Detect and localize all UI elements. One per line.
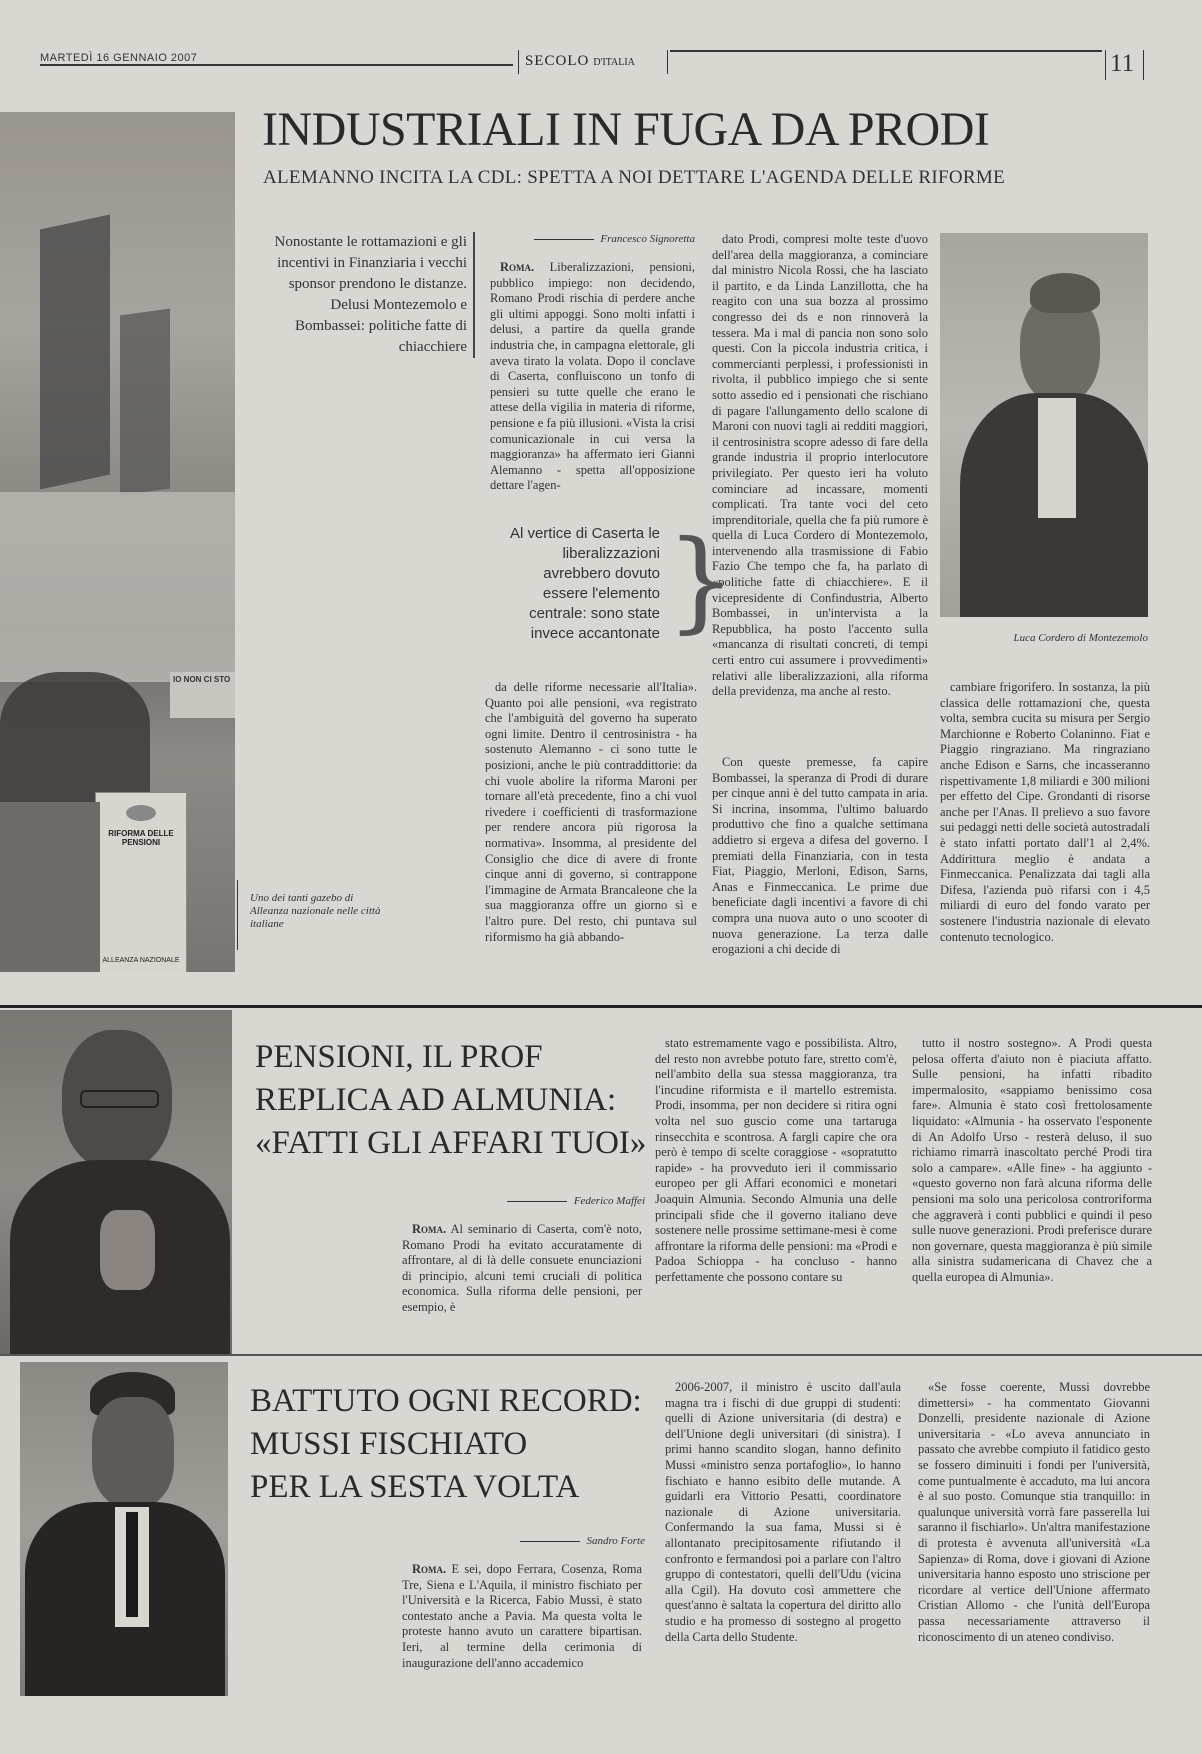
portrait-head (92, 1397, 174, 1507)
masthead (525, 52, 635, 70)
masthead-sub: D'ITALIA (593, 57, 635, 68)
article3-col1: Roma. E sei, dopo Ferrara, Cosenza, Roma Tre, Siena e L'Aquila, il ministro fischiato per l'Università e la Ricerca, Fabio Mussi, è stato contestato anche a Pavia. Ma questa volta le proteste hanno avuto un carattere bipartisan. Ieri, al termine della cerimonia di inaugurazione dell'anno accademico (402, 1562, 642, 1670)
article1-dateline: Roma. (500, 260, 535, 274)
gazebo-caption-rule (237, 880, 238, 950)
portrait-shirt (1038, 398, 1076, 518)
article2-byline: Federico Maffei (400, 1195, 645, 1207)
gazebo-poster: RIFORMA DELLE PENSIONI ALLEANZA NAZIONALE (95, 792, 187, 972)
page-number: 11 (1110, 50, 1135, 77)
article1-subheadline: ALEMANNO INCITA LA CDL: SPETTA A NOI DETTARE L'AGENDA DELLE RIFORME (263, 167, 1005, 188)
gazebo-sign-top: IO NON CI STO (170, 672, 235, 718)
article1-col5: cambiare frigorifero. In sostanza, la più classica delle rottamazioni che, questa volta, sembra cucita su misura per Sergio Marchionne e Roberto Colaninno. Fiat e Piaggio ringraziano. Ma ringraziano anche Edison e Sarns, che incasseranno rispettivamente 1,8 miliardi e 300 milioni per effetto del Cipe. Grondanti di risorse anche per l'Anas. Il prelievo a suo favore sui pedaggi netti delle società autostradali è stato infatti portato dall'1 al 2,4%. Addirittura meglio è andata a Finmeccanica. Penalizzata dai tagli alla Difesa, l'azienda può rifarsi con i 4,5 miliardi di euro del fondo varato per sostenere l'industria nazionale di elevato contenuto tecnologico. (940, 680, 1150, 944)
article2-headline: PENSIONI, IL PROF REPLICA AD ALMUNIA: «FATTI GLI AFFARI TUOI» (255, 1039, 647, 1161)
article1-col3: da delle riforme necessarie all'Italia». Quanto poi alle pensioni, «va registrato che l'ambiguità del governo ha superato ogni limite. Dentro il centrosinistra - ha sostenuto Alemanno - ci sono tutte le posizioni, anche le più contraddittorie: da chi vuole abolire la riforma Maroni per tornare all'età precedente, fino a chi vuol rivedere i coefficienti di trasformazione per rendere ancora più rigorosa la normativa». Insomma, al presidente del Consiglio che dice di avere di fronte cinque anni di governo, si contrappone l'immagine de Armata Brancaleone che la sua maggioranza offre un giorno sì e l'altro pure. Del resto, chi puntava sul riformismo ha già abbando- (485, 680, 697, 944)
header-date: MARTEDÌ 16 GENNAIO 2007 (40, 52, 198, 64)
gazebo-photo (0, 112, 235, 972)
article1-pullquote: Al vertice di Caserta le liberalizzazioni avrebbero dovuto essere l'elemento centrale: sono state invece accantonate (509, 525, 660, 642)
article1-summary: Nonostante le rottamazioni e gli incentivi in Finanziaria i vecchi sponsor prendono le distanze. Delusi Montezemolo e Bombassei: politiche fatte di chiacchiere (262, 232, 475, 358)
article1-col2: dato Prodi, compresi molte teste d'uovo dell'area della maggioranza, a cominciare dal ministro Nicola Rossi, che ha lasciato il partito, e da Linda Lanzillotta, che ha reagito con una sua bozza al prossimo congresso dei ds e non rinnoverà la tessera. Ma i mal di pancia non sono solo questi. Con la piccola industria critica, i commercianti perplessi, i professionisti in rivolta, il pubblico impiego che si sente sotto assedio ed i pensionati che rischiano di pagare l'allungamento dello scalone di Maroni con nuovi tagli ai redditi maggiori, il centrosinistra scopre adesso di fare della grande industria il proprio interlocutore privilegiato. Per questo ieri ha voluto cominciare ad incassare, momenti complicati. Tra tante voci del ceto imprenditoriale, quella che fa più rumore è quella di Luca Cordero di Montezemolo, intervenendo alla trasmissione di Fabio Fazio Che tempo che fa, ha parlato di «politiche fatte di chiacchiere». E il vicepresidente di Confindustria, Alberto Bombassei, in un'intervista a la Repubblica, ha posto l'accento sulla «mancanza di risultati concreti, di tempi certi entro cui assumere i provvedimenti» relativi alle liberalizzazioni, alla riforma della previdenza, ma anche al resto. (712, 232, 928, 699)
header-divider-page (1105, 50, 1106, 80)
pullquote-brace-icon: } (666, 516, 736, 644)
header-rule-left (40, 64, 513, 66)
portrait-glasses (80, 1090, 159, 1108)
montezemolo-caption: Luca Cordero di Montezemolo (1013, 632, 1148, 644)
header-divider-left (518, 50, 519, 74)
portrait-tie (126, 1512, 138, 1617)
section-divider-1 (0, 1005, 1202, 1008)
article3-col2: 2006-2007, il ministro è uscito dall'aula magna tra i fischi di due gruppi di studenti: quelli di Azione universitaria (di destra) e dell'Unione degli universitari (di sinistra). I primi hanno scandito slogan, hanno definito Mussi «ministro senza portafoglio», lo hanno fischiato e hanno esibito delle mutande. A guidarli era Vittorio Pesatti, coordinatore nazionale di Azione universitaria. Confermando la sua fama, Mussi si è allontanato precipitosamente rifiutando il confronto e fermandosi poi a parlare con l'altro gruppo di contestatori, quelli dell'Udu (vicina alla Cgil). Ha dovuto così ammettere che quest'anno è saltata la copertura del diritto allo studio e ha promesso di sostegno al progetto della Carta dello Studente. (665, 1380, 901, 1644)
flag-shape-2 (120, 308, 170, 495)
article3-col3: «Se fosse coerente, Mussi dovrebbe dimettersi» - ha commentato Giovanni Donzelli, presidente nazionale di Azione universitaria - «Lo aveva annunciato in passato che avrebbe compiuto il fatidico gesto se fossero diminuiti i fondi per l'università, come puntualmente è accaduto, ma lui ancora è al suo posto. Comunque stia tranquillo: in qualunque università vorrà fare passerella lui saranno il fischiarlo». Un'altra manifestazione di protesta è avvenuta all'università «La Sapienza» di Roma, dove i giovani di Azione universitaria hanno esposto uno striscione per ricordare al vertice dell'Unione affermato Cristian Allomo - che l'unità dell'Europa passa necessariamente attraverso il riconoscimento di un ateneo condiviso. (918, 1380, 1150, 1644)
article1-col4-text: Con queste premesse, fa capire Bombassei, la speranza di Prodi di durare per cinque anni è del tutto campata in aria. Si incrina, insomma, l'ultimo baluardo produttivo che fino a qualche settimana addietro si ergeva a difesa del governo. I premiati della Finanziaria, con in testa Fiat, Piaggio, Merloni, Edison, Sarns, Anas e Finmeccanica. Le prime due beneficiate dagli incentivi a favore di chi compra una nuova auto o uno scooter di nuova generazione. La terza dalle erogazioni a chi decide di (712, 755, 928, 975)
article2-col2: stato estremamente vago e possibilista. Altro, del resto non avrebbe potuto fare, stretto com'è, nell'ambito della sua stessa maggioranza, tra l'incudine riformista e il martello estremista. Prodi, insomma, per non decidere si ritira ogni volta nel suo guscio come una tartaruga rinsecchita e scontrosa. A fargli capire che ora però è tempo di scelte coraggiose - «sopratutto rapide» - ha provveduto ieri il commissario europeo per gli Affari economici e monetari Joaquin Almunia. Secondo Almunia una delle principali sfide che il governo italiano deve sostenere nelle prossime settimane-mesi è come affrontare la riforma delle pensioni: ma «Prodi e Padoa Schioppa - ha concluso - hanno perfettamente che possono contare su (655, 1036, 897, 1284)
article1-byline: Francesco Signoretta (490, 233, 695, 245)
section-divider-2 (0, 1354, 1202, 1356)
article3-headline: BATTUTO OGNI RECORD: MUSSI FISCHIATO PER LA SESTA VOLTA (250, 1383, 642, 1505)
article1-col1: Roma. Liberalizzazioni, pensioni, pubblico impiego: non decidendo, Romano Prodi rischia di perdere anche gli ultimi appoggi. Sono molti infatti i delusi, a partire da quella grande industria che, in campagna elettorale, gli aveva tirato la volata. Dopo il conclave di Caserta, confluiscono un tonfo di pensieri su tutte quelle che erano le attese della vigilia in materia di riforme, pensione e fa più illusioni. «Vista la crisi comunicazionale in cui versa la maggioranza» ha affermato ieri Gianni Alemanno - spetta all'opposizione dettare l'agen- (490, 260, 695, 493)
article2-col1: Roma. Al seminario di Caserta, com'è noto, Romano Prodi ha evitato accuratamente di affrontare, al di là delle consuete enunciazioni di principio, alcuni temi cruciali di politica economica. Sulla riforma delle pensioni, per esempio, è (402, 1222, 642, 1314)
portrait-hand (100, 1210, 155, 1290)
header-rule-right (670, 50, 1102, 52)
masthead-main: SECOLO (525, 53, 590, 69)
an-logo-icon (126, 805, 156, 821)
montezemolo-photo (940, 233, 1148, 617)
article1-headline: INDUSTRIALI IN FUGA DA PRODI (262, 103, 990, 156)
header-divider-page-right (1143, 50, 1144, 80)
people-silhouettes (0, 672, 150, 802)
article2-col3: tutto il nostro sostegno». A Prodi questa pelosa offerta d'aiuto non è piaciuta affatto. Sulle pensioni, ha infatti ribadito impermalosito, «sappiamo benissimo cosa fare». Almunia è stato così frettolosamente liquidato: «Almunia - ha osservato l'esponente di An Adolfo Urso - resterà deluso, il suo richiamo rimarrà inascoltato perché Prodi tira solo a campare». «Alle fine» - ha aggiunto - «questo governo non farà alcuna riforma delle pensioni ma solo una pericolosa controriforma che aggraverà i conti pubblici e quindi il peso sulle nuove generazioni. Prodi preferisce durare non governare, questa maggioranza è più simile alla sinistra sudamericana di Chavez che a quella europea di Almunia». (912, 1036, 1152, 1284)
gazebo-caption: Uno dei tanti gazebo di Alleanza nazionale nelle città italiane (250, 892, 381, 930)
article3-byline: Sandro Forte (400, 1535, 645, 1547)
mussi-photo (20, 1362, 228, 1696)
almunia-photo (0, 1010, 232, 1355)
portrait-hair (1030, 273, 1100, 313)
gazebo-tent (0, 492, 235, 682)
gazebo-table (0, 802, 100, 972)
header-divider-right (667, 50, 668, 74)
flag-shape (40, 215, 110, 490)
